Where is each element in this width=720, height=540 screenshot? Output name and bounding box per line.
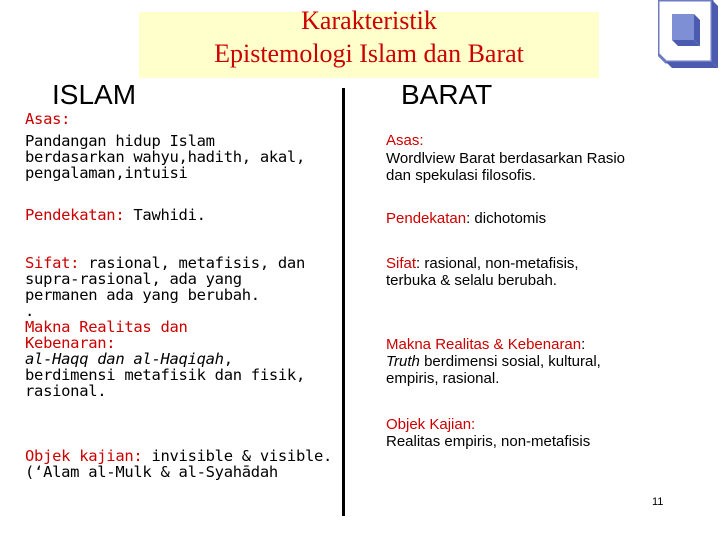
- barat-makna-label: Makna Realitas & Kebenaran: [386, 336, 582, 353]
- islam-sifat: [25, 255, 305, 399]
- title-line-2: Epistemologi Islam dan Barat: [214, 39, 524, 68]
- islam-makna-italic: al-Haqq dan al-Haqiqah: [25, 350, 224, 368]
- text-line: .: [25, 302, 35, 320]
- column-heading-islam: ISLAM: [52, 79, 137, 110]
- barat-pendekatan: [386, 210, 546, 227]
- text-line: pengalaman,intuisi: [25, 164, 188, 182]
- text-line: empiris, rasional.: [386, 370, 500, 387]
- islam-asas-label: Asas:: [25, 110, 71, 128]
- barat-asas-section: [386, 132, 424, 149]
- islam-objek-text: invisible & visible.: [142, 447, 333, 465]
- text-line: ,: [223, 350, 233, 368]
- barat-objek-label: Objek Kajian:: [386, 416, 476, 433]
- text-line: rasional.: [25, 382, 107, 400]
- title-line-1: Karakteristik: [301, 6, 437, 35]
- islam-objek-label: Objek kajian:: [25, 447, 143, 465]
- text-line: berdimensi metafisik dan fisik,: [25, 366, 305, 384]
- column-divider: [342, 88, 345, 516]
- text-line: berdasarkan wahyu,hadith, akal,: [25, 148, 305, 166]
- column-heading-barat: BARAT: [401, 79, 493, 110]
- barat-makna-italic: Truth: [386, 353, 420, 370]
- barat-sifat-label: Sifat: [386, 255, 417, 272]
- text-line: Wordlview Barat berdasarkan Rasio: [386, 150, 625, 167]
- text-line: berdimensi sosial, kultural,: [419, 353, 601, 370]
- slide-title: [139, 4, 599, 70]
- barat-pendekatan-label: Pendekatan: [386, 210, 467, 227]
- text-line: terbuka & selalu berubah.: [386, 272, 557, 289]
- barat-makna: [386, 336, 601, 387]
- islam-pendekatan: [25, 207, 206, 223]
- barat-asas-label: Asas:: [386, 132, 424, 149]
- barat-pendekatan-text: : dichotomis: [466, 210, 547, 227]
- text-line: : rasional, non-metafisis,: [416, 255, 579, 272]
- barat-makna-colon: :: [581, 336, 586, 353]
- islam-asas-text: [25, 133, 305, 181]
- islam-makna-label-2: Kebenaran:: [25, 334, 116, 352]
- text-line: permanen ada yang berubah.: [25, 286, 260, 304]
- text-line: supra-rasional, ada yang: [25, 270, 242, 288]
- islam-pendekatan-text: Tawhidi.: [124, 206, 206, 224]
- islam-asas-section: [25, 111, 70, 127]
- islam-sifat-label: Sifat:: [25, 254, 80, 272]
- islam-objek-text-2: (‘Alam al-Mulk & al-Syahādah: [25, 463, 278, 481]
- text-line: dan spekulasi filosofis.: [386, 167, 537, 184]
- islam-pendekatan-label: Pendekatan:: [25, 206, 125, 224]
- folded-corner-icon: [658, 0, 720, 72]
- barat-objek: [386, 416, 590, 450]
- islam-makna-label-1: Makna Realitas dan: [25, 318, 188, 336]
- barat-asas-text: [386, 150, 625, 184]
- text-line: rasional, metafisis, dan: [79, 254, 305, 272]
- islam-objek: [25, 448, 332, 480]
- barat-objek-text: Realitas empiris, non-metafisis: [386, 433, 591, 450]
- page-number: 11: [652, 496, 664, 508]
- barat-sifat: [386, 255, 579, 289]
- text-line: Pandangan hidup Islam: [25, 132, 215, 150]
